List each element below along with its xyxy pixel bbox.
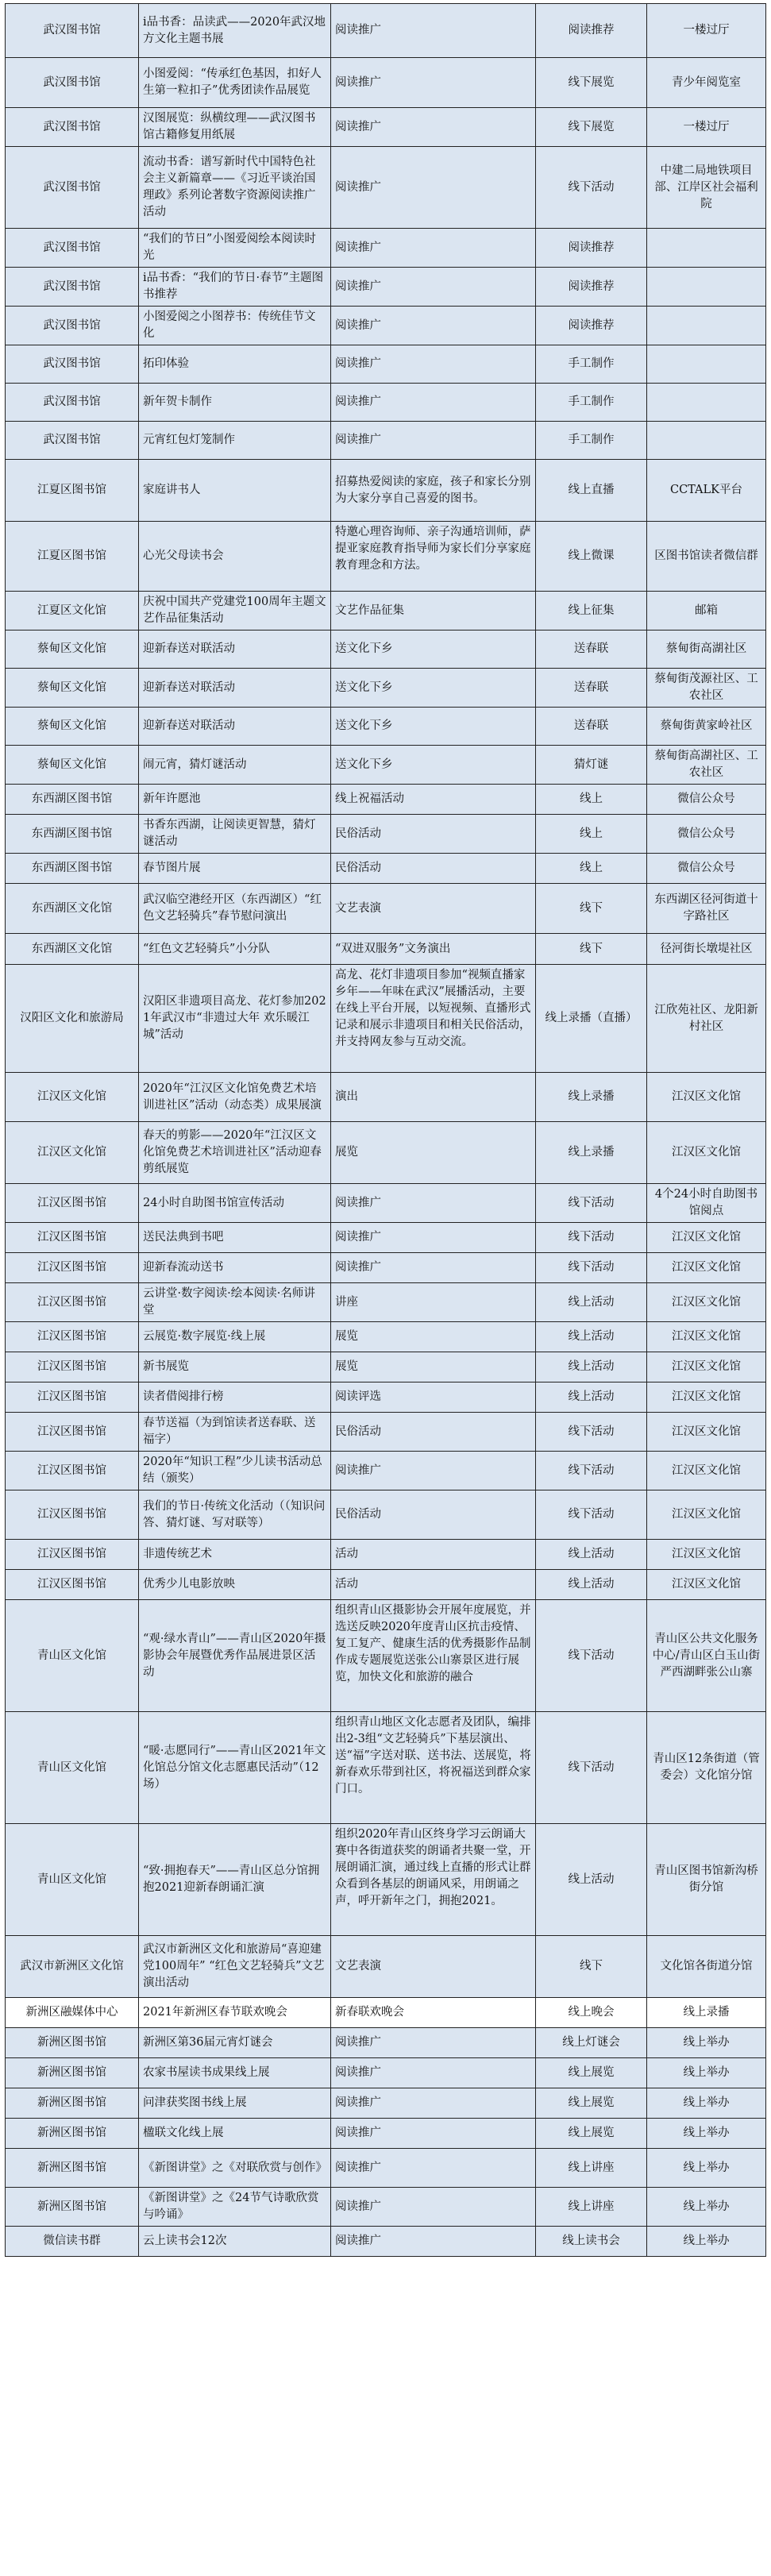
table-row [6, 1184, 766, 1223]
cell-type: 阅读推广 [331, 1253, 536, 1283]
cell-unit: 东西湖区文化馆 [6, 884, 139, 934]
cell-type: 阅读推广 [331, 2149, 536, 2188]
table-row [6, 1223, 766, 1253]
cell-unit: 江夏区图书馆 [6, 522, 139, 592]
cell-format: 线上 [536, 815, 647, 854]
table-row [6, 460, 766, 522]
cell-unit: 武汉图书馆 [6, 4, 139, 58]
cell-location: 线上举办 [647, 2227, 766, 2257]
cell-activity: 非遗传统艺术 [139, 1540, 331, 1570]
cell-unit: 江汉区图书馆 [6, 1322, 139, 1352]
table-row [6, 108, 766, 147]
cell-type: 阅读推广 [331, 229, 536, 268]
cell-type: 组织青山区摄影协会开展年度展览，并选送反映2020年度青山区抗击疫情、复工复产、健康生活的优秀摄影作品制作成专题展览送张公山寨景区进行展览，加快文化和旅游的融合 [331, 1600, 536, 1712]
cell-location: 中建二局地铁项目部、江岸区社会福利院 [647, 147, 766, 229]
cell-type: 阅读推广 [331, 2028, 536, 2058]
cell-activity: 云上读书会12次 [139, 2227, 331, 2257]
table-row [6, 58, 766, 108]
cell-format: 线上活动 [536, 1352, 647, 1382]
cell-location: 线上举办 [647, 2188, 766, 2227]
cell-format: 线下活动 [536, 1184, 647, 1223]
cell-activity: 迎新春流动送书 [139, 1253, 331, 1283]
cell-location: 4个24小时自助图书馆阅点 [647, 1184, 766, 1223]
cell-location: 江汉区文化馆 [647, 1322, 766, 1352]
cell-activity: 读者借阅排行榜 [139, 1382, 331, 1413]
cell-unit: 新洲区图书馆 [6, 2028, 139, 2058]
cell-format: 线下 [536, 1936, 647, 1998]
activity-table-body [6, 4, 766, 2257]
cell-location: 邮箱 [647, 592, 766, 631]
cell-activity: 我们的节日·传统文化活动（（知识问答、猜灯谜、写对联等） [139, 1490, 331, 1540]
cell-type: 送文化下乡 [331, 746, 536, 785]
cell-unit: 武汉市新洲区文化馆 [6, 1936, 139, 1998]
cell-type: 组织青山地区文化志愿者及团队，编排出2-3组“文艺轻骑兵”下基层演出、送“福”字送对联、送书法、送展览，将新春欢乐带到社区，将祝福送到群众家门口。 [331, 1712, 536, 1824]
cell-format: 线下活动 [536, 1600, 647, 1712]
cell-activity: 书香东西湖，让阅读更智慧，猜灯谜活动 [139, 815, 331, 854]
cell-activity: 《新图讲堂》之《对联欣赏与创作》 [139, 2149, 331, 2188]
cell-format: 手工制作 [536, 422, 647, 460]
table-row [6, 2119, 766, 2149]
cell-type: 展览 [331, 1352, 536, 1382]
cell-activity: 武汉临空港经开区（东西湖区）“红色文艺轻骑兵”春节慰问演出 [139, 884, 331, 934]
cell-activity: i品书香：“我们的节日·春节”主题图书推荐 [139, 268, 331, 307]
cell-type: 阅读推广 [331, 4, 536, 58]
cell-format: 线上晚会 [536, 1998, 647, 2028]
cell-activity: 春天的剪影——2020年“江汉区文化馆免费艺术培训进社区”活动迎春剪纸展览 [139, 1122, 331, 1184]
cell-activity: 新年贺卡制作 [139, 384, 331, 422]
cell-unit: 江汉区图书馆 [6, 1253, 139, 1283]
cell-activity: 汉阳区非遗项目高龙、花灯参加2021年武汉市“非遗过大年 欢乐暖江城”活动 [139, 965, 331, 1073]
cell-location [647, 268, 766, 307]
table-row [6, 2188, 766, 2227]
cell-format: 送春联 [536, 669, 647, 708]
cell-location: 线上举办 [647, 2149, 766, 2188]
cell-location: 江汉区文化馆 [647, 1283, 766, 1322]
activity-table [5, 3, 766, 2257]
cell-unit: 青山区文化馆 [6, 1600, 139, 1712]
cell-type: 阅读推广 [331, 307, 536, 345]
cell-location: 青少年阅览室 [647, 58, 766, 108]
cell-type: 送文化下乡 [331, 631, 536, 669]
cell-activity: “红色文艺轻骑兵”小分队 [139, 934, 331, 965]
cell-activity: “致·拥抱春天”——青山区总分馆拥抱2021迎新春朗诵汇演 [139, 1824, 331, 1936]
cell-unit: 江夏区文化馆 [6, 592, 139, 631]
cell-location: 江汉区文化馆 [647, 1490, 766, 1540]
cell-location: 区图书馆读者微信群 [647, 522, 766, 592]
cell-activity: 流动书香：谱写新时代中国特色社会主义新篇章——《习近平谈治国理政》系列论著数字资源阅读推广活动 [139, 147, 331, 229]
cell-unit: 江汉区图书馆 [6, 1413, 139, 1452]
cell-unit: 新洲区融媒体中心 [6, 1998, 139, 2028]
cell-format: 线上讲座 [536, 2149, 647, 2188]
cell-format: 线上讲座 [536, 2188, 647, 2227]
cell-format: 线下活动 [536, 1253, 647, 1283]
cell-format: 线上录播 [536, 1122, 647, 1184]
cell-unit: 蔡甸区文化馆 [6, 708, 139, 746]
table-row [6, 307, 766, 345]
cell-format: 线上活动 [536, 1382, 647, 1413]
cell-location: 蔡甸街黄家岭社区 [647, 708, 766, 746]
cell-activity: 家庭讲书人 [139, 460, 331, 522]
cell-unit: 江汉区图书馆 [6, 1540, 139, 1570]
cell-activity: “暖·志愿同行”——青山区2021年文化馆总分馆文化志愿惠民活动”（12场） [139, 1712, 331, 1824]
cell-activity: 2021年新洲区春节联欢晚会 [139, 1998, 331, 2028]
cell-activity: 小图爱阅之小图荐书：传统佳节文化 [139, 307, 331, 345]
cell-format: 阅读推荐 [536, 229, 647, 268]
table-row [6, 2088, 766, 2119]
cell-format: 线上 [536, 854, 647, 884]
cell-location: 江汉区文化馆 [647, 1223, 766, 1253]
cell-type: 阅读推广 [331, 2188, 536, 2227]
cell-activity: 《新图讲堂》之《24节气诗歌欣赏与吟诵》 [139, 2188, 331, 2227]
cell-activity: 闹元宵，猜灯谜活动 [139, 746, 331, 785]
table-row [6, 854, 766, 884]
cell-location: 青山区公共文化服务中心/青山区白玉山街严西湖畔张公山寨 [647, 1600, 766, 1712]
cell-activity: 心光父母读书会 [139, 522, 331, 592]
cell-location: 江汉区文化馆 [647, 1413, 766, 1452]
cell-format: 送春联 [536, 708, 647, 746]
cell-type: 阅读推广 [331, 384, 536, 422]
table-row [6, 934, 766, 965]
cell-location: 微信公众号 [647, 785, 766, 815]
table-row [6, 1352, 766, 1382]
cell-unit: 江汉区图书馆 [6, 1223, 139, 1253]
table-row [6, 2149, 766, 2188]
cell-activity: 送民法典到书吧 [139, 1223, 331, 1253]
table-row [6, 1382, 766, 1413]
table-row [6, 1824, 766, 1936]
cell-format: 线上征集 [536, 592, 647, 631]
cell-unit: 江汉区图书馆 [6, 1382, 139, 1413]
cell-unit: 武汉图书馆 [6, 307, 139, 345]
cell-activity: 农家书屋读书成果线上展 [139, 2058, 331, 2088]
cell-format: 线上活动 [536, 1322, 647, 1352]
cell-activity: 新洲区第36届元宵灯谜会 [139, 2028, 331, 2058]
cell-activity: 春节送福（为到馆读者送春联、送福字） [139, 1413, 331, 1452]
table-row [6, 147, 766, 229]
cell-activity: 优秀少儿电影放映 [139, 1570, 331, 1600]
cell-unit: 武汉图书馆 [6, 108, 139, 147]
table-row [6, 1253, 766, 1283]
cell-unit: 江汉区文化馆 [6, 1073, 139, 1122]
cell-activity: 武汉市新洲区文化和旅游局“喜迎建党100周年” “红色文艺轻骑兵”文艺演出活动 [139, 1936, 331, 1998]
table-row [6, 785, 766, 815]
table-row [6, 746, 766, 785]
cell-location: 线上举办 [647, 2088, 766, 2119]
cell-type: 展览 [331, 1122, 536, 1184]
cell-location: 线上举办 [647, 2119, 766, 2149]
cell-format: 线下活动 [536, 1223, 647, 1253]
cell-unit: 武汉图书馆 [6, 229, 139, 268]
cell-unit: 江汉区图书馆 [6, 1570, 139, 1600]
cell-type: 阅读推广 [331, 1223, 536, 1253]
cell-type: 阅读推广 [331, 108, 536, 147]
cell-format: 线上展览 [536, 2058, 647, 2088]
cell-format: 送春联 [536, 631, 647, 669]
cell-format: 线上展览 [536, 2119, 647, 2149]
table-row [6, 1712, 766, 1824]
cell-location: 青山区12条街道（管委会）文化馆分馆 [647, 1712, 766, 1824]
cell-format: 线上活动 [536, 1570, 647, 1600]
cell-activity: 云讲堂·数字阅读·绘本阅读·名师讲堂 [139, 1283, 331, 1322]
cell-location: 文化馆各街道分馆 [647, 1936, 766, 1998]
cell-format: 手工制作 [536, 384, 647, 422]
cell-location: 江汉区文化馆 [647, 1570, 766, 1600]
cell-type: 高龙、花灯非遗项目参加“视频直播家乡年——年味在武汉”展播活动，主要在线上平台开展，以短视频、直播形式记录和展示非遗项目和相关民俗活动，并支持网友参与互动交流。 [331, 965, 536, 1073]
cell-location [647, 345, 766, 384]
cell-format: 线上录播（直播） [536, 965, 647, 1073]
cell-type: 组织2020年青山区终身学习云朗诵大赛中各街道获奖的朗诵者共聚一堂，开展朗诵汇演，通过线上直播的形式让群众看到各基层的朗诵风采，用朗诵之声，呼开新年之门，拥抱2021。 [331, 1824, 536, 1936]
cell-format: 线下展览 [536, 58, 647, 108]
cell-unit: 江汉区图书馆 [6, 1352, 139, 1382]
cell-type: 阅读推广 [331, 147, 536, 229]
cell-type: 活动 [331, 1540, 536, 1570]
cell-type: 民俗活动 [331, 854, 536, 884]
cell-type: 民俗活动 [331, 815, 536, 854]
cell-location: 径河街长墩堤社区 [647, 934, 766, 965]
cell-unit: 蔡甸区文化馆 [6, 631, 139, 669]
cell-unit: 江汉区图书馆 [6, 1184, 139, 1223]
cell-format: 线下活动 [536, 1413, 647, 1452]
cell-activity: 问津获奖图书线上展 [139, 2088, 331, 2119]
cell-type: 新春联欢晚会 [331, 1998, 536, 2028]
cell-unit: 东西湖区图书馆 [6, 785, 139, 815]
cell-type: 线上祝福活动 [331, 785, 536, 815]
cell-format: 猜灯谜 [536, 746, 647, 785]
cell-format: 阅读推荐 [536, 268, 647, 307]
cell-activity: 2020年“江汉区文化馆免费艺术培训进社区”活动（动态类）成果展演 [139, 1073, 331, 1122]
cell-type: 阅读推广 [331, 2227, 536, 2257]
cell-unit: 新洲区图书馆 [6, 2119, 139, 2149]
cell-location: CCTALK平台 [647, 460, 766, 522]
cell-activity: 元宵红包灯笼制作 [139, 422, 331, 460]
cell-activity: 庆祝中国共产党建党100周年主题文艺作品征集活动 [139, 592, 331, 631]
cell-location: 一楼过厅 [647, 108, 766, 147]
cell-activity: “观·绿水青山”——青山区2020年摄影协会年展暨优秀作品展进景区活动 [139, 1600, 331, 1712]
cell-type: 招募热爱阅读的家庭，孩子和家长分别为大家分享自己喜爱的图书。 [331, 460, 536, 522]
table-row [6, 4, 766, 58]
cell-activity: “我们的节日”小图爱阅绘本阅读时光 [139, 229, 331, 268]
table-row [6, 345, 766, 384]
cell-location: 江汉区文化馆 [647, 1540, 766, 1570]
cell-location [647, 307, 766, 345]
cell-unit: 青山区文化馆 [6, 1712, 139, 1824]
cell-unit: 武汉图书馆 [6, 147, 139, 229]
cell-type: 文艺表演 [331, 1936, 536, 1998]
table-row [6, 1073, 766, 1122]
cell-activity: 2020年“知识工程”少儿读书活动总结（颁奖） [139, 1452, 331, 1490]
cell-location: 一楼过厅 [647, 4, 766, 58]
cell-type: 阅读推广 [331, 268, 536, 307]
cell-format: 线下活动 [536, 1712, 647, 1824]
cell-format: 线上录播 [536, 1073, 647, 1122]
cell-location: 微信公众号 [647, 854, 766, 884]
table-row [6, 592, 766, 631]
table-row [6, 1570, 766, 1600]
cell-format: 线上灯谜会 [536, 2028, 647, 2058]
table-row [6, 631, 766, 669]
table-row [6, 229, 766, 268]
cell-activity: 迎新春送对联活动 [139, 631, 331, 669]
cell-activity: 24小时自助图书馆宣传活动 [139, 1184, 331, 1223]
table-row [6, 268, 766, 307]
table-row [6, 1122, 766, 1184]
cell-unit: 新洲区图书馆 [6, 2188, 139, 2227]
table-row [6, 1936, 766, 1998]
cell-format: 线上直播 [536, 460, 647, 522]
table-row [6, 1490, 766, 1540]
cell-format: 线上活动 [536, 1824, 647, 1936]
cell-type: “双进双服务”文务演出 [331, 934, 536, 965]
cell-activity: 迎新春送对联活动 [139, 708, 331, 746]
cell-type: 讲座 [331, 1283, 536, 1322]
table-row [6, 2028, 766, 2058]
cell-unit: 东西湖区图书馆 [6, 815, 139, 854]
cell-format: 线下活动 [536, 1490, 647, 1540]
cell-location [647, 422, 766, 460]
cell-format: 线下 [536, 934, 647, 965]
cell-location: 江汉区文化馆 [647, 1452, 766, 1490]
cell-activity: 春节图片展 [139, 854, 331, 884]
cell-unit: 江汉区文化馆 [6, 1122, 139, 1184]
cell-type: 送文化下乡 [331, 669, 536, 708]
cell-type: 阅读推广 [331, 58, 536, 108]
cell-format: 阅读推荐 [536, 307, 647, 345]
cell-unit: 武汉图书馆 [6, 384, 139, 422]
cell-unit: 武汉图书馆 [6, 268, 139, 307]
cell-location [647, 229, 766, 268]
table-row [6, 815, 766, 854]
cell-unit: 新洲区图书馆 [6, 2149, 139, 2188]
table-row [6, 965, 766, 1073]
cell-format: 线下活动 [536, 147, 647, 229]
cell-format: 线上活动 [536, 1540, 647, 1570]
table-row [6, 2227, 766, 2257]
table-row [6, 1413, 766, 1452]
table-row [6, 422, 766, 460]
table-row [6, 1283, 766, 1322]
cell-location: 江汉区文化馆 [647, 1122, 766, 1184]
cell-type: 阅读推广 [331, 2119, 536, 2149]
cell-type: 特邀心理咨询师、亲子沟通培训师，萨提亚家庭教育指导师为家长们分享家庭教育理念和方法。 [331, 522, 536, 592]
table-row [6, 1452, 766, 1490]
cell-format: 线下展览 [536, 108, 647, 147]
cell-activity: i品书香：品读武——2020年武汉地方文化主题书展 [139, 4, 331, 58]
table-row [6, 1540, 766, 1570]
cell-location: 微信公众号 [647, 815, 766, 854]
cell-format: 线上 [536, 785, 647, 815]
table-row [6, 384, 766, 422]
cell-unit: 新洲区图书馆 [6, 2088, 139, 2119]
cell-format: 阅读推荐 [536, 4, 647, 58]
cell-location: 蔡甸街高湖社区 [647, 631, 766, 669]
cell-unit: 武汉图书馆 [6, 422, 139, 460]
cell-unit: 江汉区图书馆 [6, 1452, 139, 1490]
cell-activity: 云展览·数字展览·线上展 [139, 1322, 331, 1352]
cell-type: 民俗活动 [331, 1490, 536, 1540]
cell-type: 民俗活动 [331, 1413, 536, 1452]
cell-type: 阅读推广 [331, 1184, 536, 1223]
table-row [6, 669, 766, 708]
cell-location: 青山区图书馆新沟桥街分馆 [647, 1824, 766, 1936]
cell-location: 江欣苑社区、龙阳新村社区 [647, 965, 766, 1073]
cell-unit: 微信读书群 [6, 2227, 139, 2257]
cell-activity: 小图爱阅：“传承红色基因，扣好人生第一粒扣子”优秀团读作品展览 [139, 58, 331, 108]
cell-location: 线上录播 [647, 1998, 766, 2028]
table-row [6, 1322, 766, 1352]
cell-location: 江汉区文化馆 [647, 1073, 766, 1122]
cell-unit: 武汉图书馆 [6, 345, 139, 384]
cell-format: 线上微课 [536, 522, 647, 592]
cell-activity: 楹联文化线上展 [139, 2119, 331, 2149]
cell-activity: 汉图展览：纵横纹理——武汉图书馆古籍修复用纸展 [139, 108, 331, 147]
table-row [6, 2058, 766, 2088]
cell-activity: 迎新春送对联活动 [139, 669, 331, 708]
cell-type: 阅读推广 [331, 2088, 536, 2119]
cell-unit: 江夏区图书馆 [6, 460, 139, 522]
table-row [6, 884, 766, 934]
cell-format: 线下活动 [536, 1452, 647, 1490]
cell-type: 文艺表演 [331, 884, 536, 934]
cell-format: 线上展览 [536, 2088, 647, 2119]
cell-format: 线上活动 [536, 1283, 647, 1322]
cell-unit: 蔡甸区文化馆 [6, 669, 139, 708]
cell-format: 线下 [536, 884, 647, 934]
cell-location: 东西湖区径河街道十字路社区 [647, 884, 766, 934]
table-row [6, 1600, 766, 1712]
cell-location: 蔡甸街高湖社区、工农社区 [647, 746, 766, 785]
cell-unit: 江汉区图书馆 [6, 1490, 139, 1540]
cell-location: 蔡甸街茂源社区、工农社区 [647, 669, 766, 708]
cell-location: 江汉区文化馆 [647, 1382, 766, 1413]
cell-unit: 蔡甸区文化馆 [6, 746, 139, 785]
cell-type: 阅读推广 [331, 2058, 536, 2088]
table-row [6, 522, 766, 592]
cell-location: 江汉区文化馆 [647, 1253, 766, 1283]
cell-type: 阅读推广 [331, 345, 536, 384]
cell-unit: 东西湖区文化馆 [6, 934, 139, 965]
cell-type: 阅读推广 [331, 1452, 536, 1490]
cell-format: 手工制作 [536, 345, 647, 384]
cell-type: 展览 [331, 1322, 536, 1352]
cell-unit: 汉阳区文化和旅游局 [6, 965, 139, 1073]
table-row [6, 708, 766, 746]
table-row [6, 1998, 766, 2028]
cell-type: 阅读评选 [331, 1382, 536, 1413]
cell-activity: 新书展览 [139, 1352, 331, 1382]
cell-unit: 东西湖区图书馆 [6, 854, 139, 884]
cell-type: 送文化下乡 [331, 708, 536, 746]
cell-location: 线上举办 [647, 2058, 766, 2088]
cell-unit: 江汉区图书馆 [6, 1283, 139, 1322]
cell-activity: 拓印体验 [139, 345, 331, 384]
cell-location [647, 384, 766, 422]
cell-unit: 青山区文化馆 [6, 1824, 139, 1936]
cell-activity: 新年许愿池 [139, 785, 331, 815]
cell-type: 文艺作品征集 [331, 592, 536, 631]
cell-location: 江汉区文化馆 [647, 1352, 766, 1382]
cell-unit: 武汉图书馆 [6, 58, 139, 108]
cell-type: 活动 [331, 1570, 536, 1600]
cell-format: 线上读书会 [536, 2227, 647, 2257]
cell-type: 阅读推广 [331, 422, 536, 460]
cell-location: 线上举办 [647, 2028, 766, 2058]
cell-unit: 新洲区图书馆 [6, 2058, 139, 2088]
cell-type: 演出 [331, 1073, 536, 1122]
